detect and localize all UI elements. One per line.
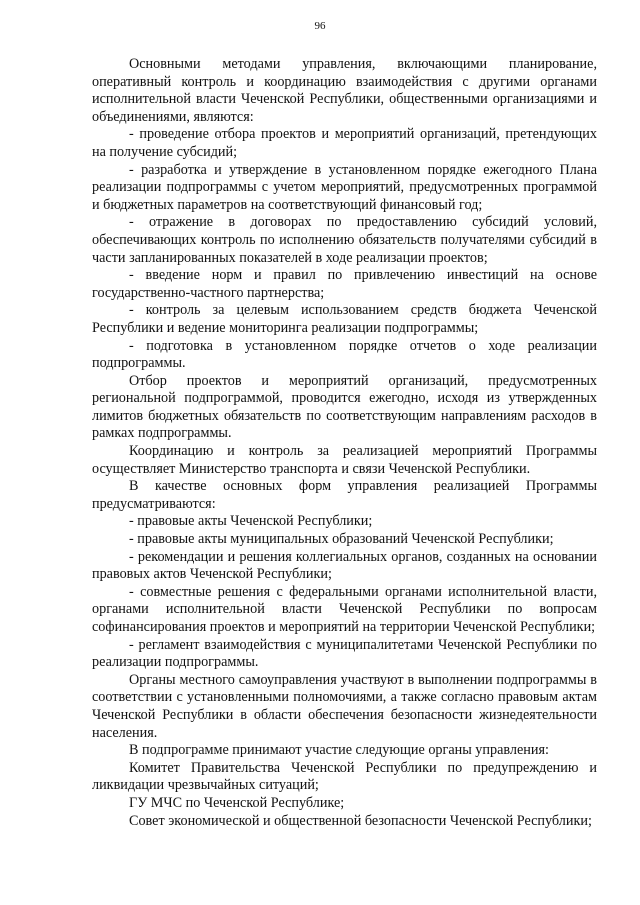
participant-security-council: Совет экономической и общественной безопасности Чеченской Республики; bbox=[129, 812, 592, 829]
paragraph-project-selection: Отбор проектов и мероприятий организаций, предусмотренных региональной подпрограммой, проводится ежегодно, исходя из утвержденных лимитов бюджетных обязательств по соответствующим направлениям расходов в рамках подпрограммы. bbox=[92, 372, 597, 442]
paragraph-participants-intro: В подпрограмме принимают участие следующие органы управления: bbox=[129, 742, 549, 759]
paragraph-coordination: Координацию и контроль за реализацией мероприятий Программы осуществляет Министерство транспорта и связи Чеченской Республики. bbox=[92, 443, 597, 477]
list-item-investment-rules: - введение норм и правил по привлечению инвестиций на основе государственно-частного партнерства; bbox=[92, 267, 597, 301]
participant-mchs: ГУ МЧС по Чеченской Республике; bbox=[129, 794, 345, 811]
page-number: 96 bbox=[314, 20, 326, 32]
list-item-subsidy-contracts: - отражение в договорах по предоставлению субсидий условий, обеспечивающих контроль по исполнению обязательств получателями субсидий в части запланированных показателей в ходе реализации проектов; bbox=[92, 214, 597, 266]
list-item-republic-acts: - правовые акты Чеченской Республики; bbox=[129, 513, 373, 530]
list-item-budget-control: - контроль за целевым использованием средств бюджета Чеченской Республики и ведение мониторинга реализации подпрограммы; bbox=[92, 302, 597, 336]
paragraph-management-forms: В качестве основных форм управления реализацией Программы предусматриваются: bbox=[92, 478, 597, 512]
list-item-collegial-decisions: - рекомендации и решения коллегиальных органов, созданных на основании правовых актов Чеченской Республики; bbox=[92, 548, 597, 583]
list-item-joint-decisions: - совместные решения с федеральными органами исполнительной власти, органами исполнительной власти Чеченской Республики по вопросам софинансирования проектов и мероприятий на территории Чеченской Республики; bbox=[92, 583, 597, 635]
list-item-reporting: - подготовка в установленном порядке отчетов о ходе реализации подпрограммы. bbox=[92, 337, 597, 372]
list-item-project-selection: - проведение отбора проектов и мероприятий организаций, претендующих на получение субсидий; bbox=[92, 126, 597, 160]
paragraph-local-government: Органы местного самоуправления участвуют в выполнении подпрограммы в соответствии с установленными полномочиями, а также согласно правовым актам Чеченской Республики в области обеспечения безопасности жизнедеятельности населения. bbox=[92, 671, 597, 741]
body-text bbox=[92, 56, 597, 830]
participant-emergency-committee: Комитет Правительства Чеченской Республики по предупреждению и ликвидации чрезвычайных ситуаций; bbox=[92, 759, 597, 794]
list-item-annual-plan: - разработка и утверждение в установленном порядке ежегодного Плана реализации подпрограммы с учетом мероприятий, предусмотренных программой и бюджетных параметров на соответствующий финансовый год; bbox=[92, 161, 597, 213]
paragraph-methods-intro: Основными методами управления, включающими планирование, оперативный контроль и координацию взаимодействия с другими органами исполнительной власти Чеченской Республики, общественными организациями и объединениями, являются: bbox=[92, 56, 597, 125]
list-item-municipal-acts: - правовые акты муниципальных образований Чеченской Республики; bbox=[129, 531, 554, 548]
list-item-regulation: - регламент взаимодействия с муниципалитетами Чеченской Республики по реализации подпрограммы. bbox=[92, 636, 597, 671]
